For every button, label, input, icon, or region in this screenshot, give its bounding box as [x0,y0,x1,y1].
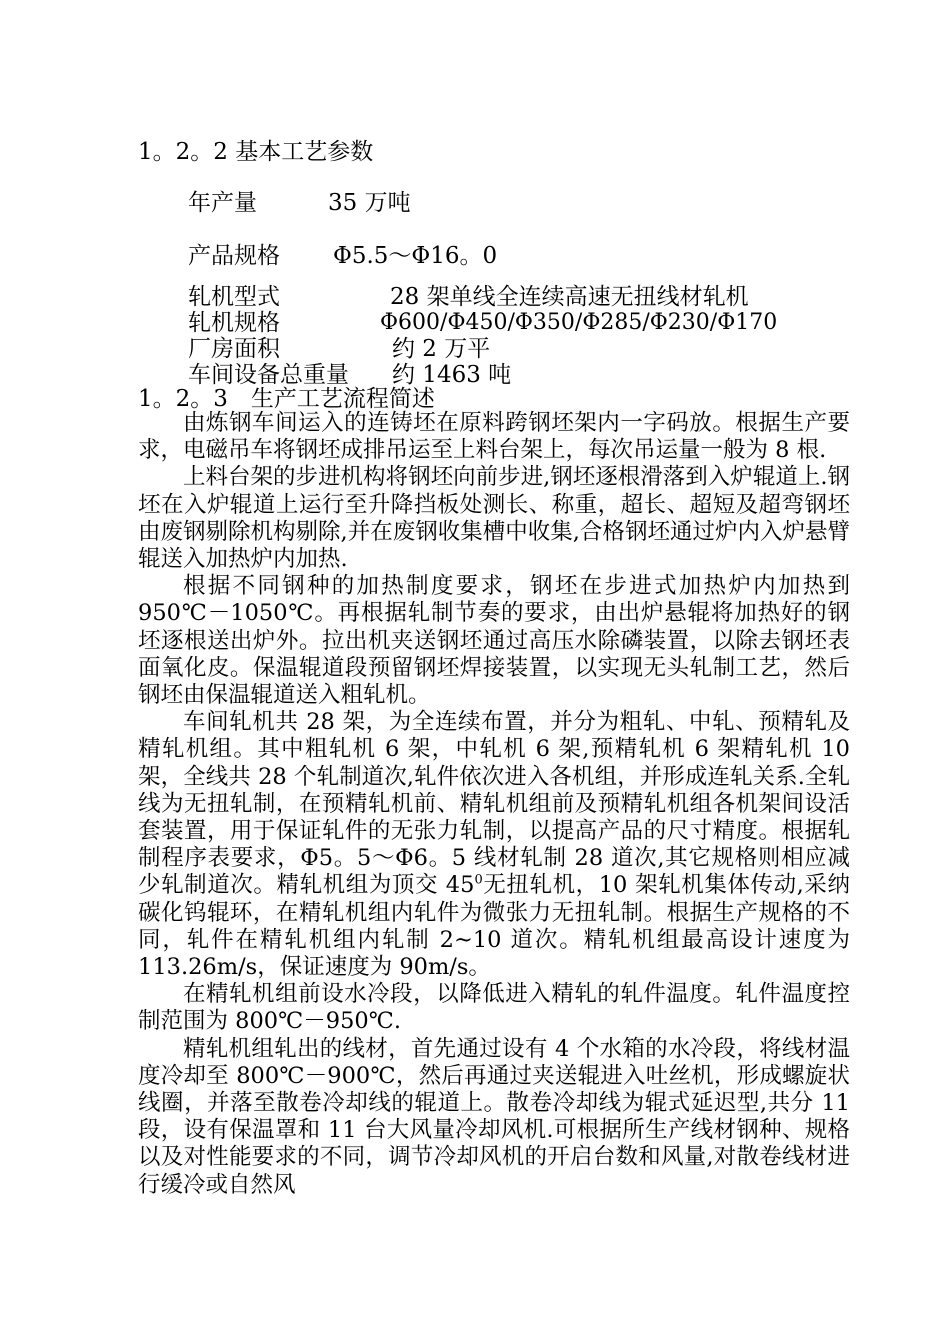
rolling-mills-text-part2: 无扭轧机，10 架轧机集体传动,采纳碳化钨辊环，在精轧机组内轧件为微张力无扭轧制。根据生产规格的不同，轧件在精轧机组内轧制 2~10 道次。精轧机组最高设计速度为 113.26m/s，保证速度为 90m/s。 [138,872,850,981]
paragraph-charging-table: 上料台架的步进机构将钢坯向前步进,钢坯逐根滑落到入炉辊道上.钢坯在入炉辊道上运行至升降挡板处测长、称重，超长、超短及超弯钢坯由废钢剔除机构剔除,并在废钢收集槽中收集,合格钢坯通过炉内入炉悬臂辊送入加热炉内加热. [138,464,850,573]
section-heading-1-2-3: 1。2。3 生产工艺流程简述 [138,386,435,412]
paragraph-rolling-mills [138,709,850,981]
param-value-plant-area: 约 2 万平 [392,336,491,362]
param-value-mill-spec: Φ600/Φ450/Φ350/Φ285/Φ230/Φ170 [380,310,778,335]
paragraph-water-cooling: 在精轧机组前设水冷段，以降低进入精轧的轧件温度。轧件温度控制范围为 800℃－950℃. [138,981,850,1035]
param-label-product-spec: 产品规格 [188,243,280,269]
param-label-plant-area: 厂房面积 [188,336,280,362]
paragraph-laying-cooling: 精轧机组轧出的线材，首先通过设有 4 个水箱的水冷段，将线材温度冷却至 800℃－900℃，然后再通过夹送辊进入吐丝机，形成螺旋状线圈，并落至散卷冷却线的辊道上。散卷冷却线为辊式延迟型,共分 11 段，设有保温罩和 11 台大风量冷却风机.可根据所生产线材钢种、规格以及对性能要求的不同，调节冷却风机的开启台数和风量,对散卷线材进行缓冷或自然风 [138,1035,850,1198]
param-label-annual-output: 年产量 [188,190,257,216]
section-heading-1-2-2: 1。2。2 基本工艺参数 [138,139,374,165]
param-value-product-spec: Φ5.5～Φ16。0 [333,243,498,269]
param-value-mill-type: 28 架单线全连续高速无扭线材轧机 [390,284,749,310]
param-label-mill-type: 轧机型式 [188,284,280,310]
process-description [138,410,850,1199]
degree-superscript: 0 [474,872,483,888]
rolling-mills-text-part1: 车间轧机共 28 架，为全连续布置，并分为粗轧、中轧、预精轧及精轧机组。其中粗轧机 6 架，中轧机 6 架,预精轧机 6 架精轧机 10 架，全线共 28 个轧制道次,轧件依次进入各机组，并形成连轧关系.全轧线为无扭轧制，在预精轧机前、精轧机组前及预精轧机组各机架间设活套装置，用于保证轧件的无张力轧制，以提高产品的尺寸精度。根据轧制程序表要求，Φ5。5～Φ6。5 线材轧制 28 道次,其它规格则相应减少轧制道次。精轧机组为顶交 45 [138,709,850,899]
param-value-equipment-weight: 约 1463 吨 [392,362,512,388]
paragraph-heating: 根据不同钢种的加热制度要求，钢坯在步进式加热炉内加热到 950℃－1050℃。再根据轧制节奏的要求，由出炉悬辊将加热好的钢坯逐根送出炉外。拉出机夹送钢坯通过高压水除磷装置，以除去钢坯表面氧化皮。保温辊道段预留钢坯焊接装置，以实现无头轧制工艺，然后钢坯由保温辊道送入粗轧机。 [138,573,850,709]
param-label-mill-spec: 轧机规格 [188,310,280,336]
param-value-annual-output: 35 万吨 [328,190,411,216]
paragraph-billet-transport: 由炼钢车间运入的连铸坯在原料跨钢坯架内一字码放。根据生产要求，电磁吊车将钢坯成排吊运至上料台架上，每次吊运量一般为 8 根. [138,410,850,464]
param-label-equipment-weight: 车间设备总重量 [188,362,349,388]
